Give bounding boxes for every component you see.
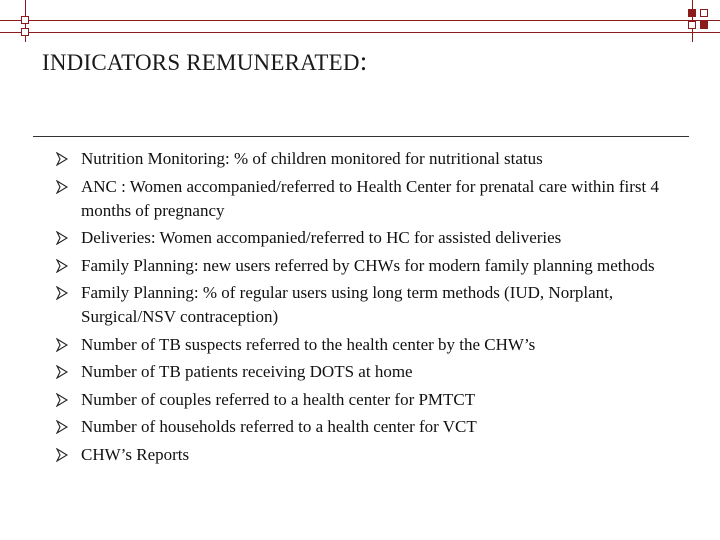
- arrowhead-bullet-icon: [56, 180, 68, 194]
- frame-line-second: [0, 32, 720, 33]
- list-item: [0, 226, 720, 250]
- list-item: [0, 175, 720, 223]
- list-item-text: Nutrition Monitoring: % of children monitored for nutritional status: [81, 149, 543, 168]
- corner-square-icon: [21, 28, 29, 36]
- slide-title: [42, 46, 367, 77]
- list-item: [0, 360, 720, 384]
- arrowhead-bullet-icon: [56, 393, 68, 407]
- slide-title-colon: :: [359, 46, 368, 76]
- arrowhead-bullet-icon: [56, 365, 68, 379]
- list-item: [0, 254, 720, 278]
- list-item: [0, 147, 720, 171]
- slide-title-text: INDICATORS REMUNERATED: [42, 50, 360, 75]
- list-item: [0, 333, 720, 357]
- arrowhead-bullet-icon: [56, 259, 68, 273]
- list-item-text: Family Planning: % of regular users using long term methods (IUD, Norplant, Surgical/NSV contraception): [81, 283, 614, 326]
- list-item: [0, 443, 720, 467]
- corner-square-icon: [700, 9, 708, 17]
- list-item-text: CHW’s Reports: [81, 444, 190, 464]
- list-item-text: Number of couples referred to a health center for PMTCT: [81, 389, 476, 409]
- frame-line-top: [0, 20, 720, 21]
- list-item-text: ANC : Women accompanied/referred to Health Center for prenatal care within first 4 months of pregnancy: [81, 176, 659, 220]
- corner-square-icon: [688, 21, 696, 29]
- arrowhead-bullet-icon: [56, 286, 68, 300]
- list-item-text: Deliveries: Women accompanied/referred to HC for assisted deliveries: [81, 228, 562, 247]
- arrowhead-bullet-icon: [56, 420, 68, 434]
- list-item: [0, 388, 720, 412]
- list-item-text: Number of households referred to a health center for VCT: [81, 417, 477, 436]
- arrowhead-bullet-icon: [56, 231, 68, 245]
- list-item: [0, 415, 720, 439]
- corner-square-icon: [700, 21, 708, 29]
- list-item-text: Number of TB patients receiving DOTS at home: [81, 362, 413, 381]
- list-item-text: Family Planning: new users referred by CHWs for modern family planning methods: [81, 255, 655, 275]
- list-item: [0, 281, 720, 329]
- indicator-list: [0, 147, 720, 470]
- arrowhead-bullet-icon: [56, 338, 68, 352]
- corner-square-icon: [688, 9, 696, 17]
- arrowhead-bullet-icon: [56, 152, 68, 166]
- list-item-text: Number of TB suspects referred to the health center by the CHW’s: [81, 334, 536, 354]
- title-divider: [33, 136, 689, 137]
- arrowhead-bullet-icon: [56, 448, 68, 462]
- corner-square-icon: [21, 16, 29, 24]
